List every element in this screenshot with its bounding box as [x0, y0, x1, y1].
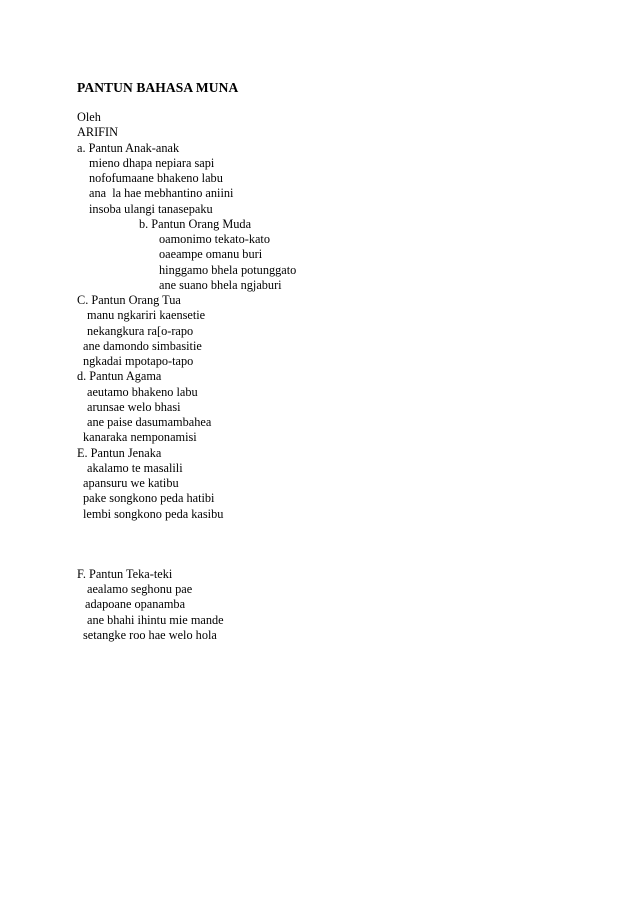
author-label: Oleh [77, 110, 101, 124]
blank-space [77, 522, 597, 567]
section-heading-anak-anak: a. Pantun Anak-anak [77, 140, 180, 155]
author-name: ARIFIN [77, 125, 118, 140]
verse-line: ane bhahi ihintu mie mande [87, 612, 224, 627]
verse-line: ana la hae mebhantino aniini [89, 186, 234, 201]
verse-line: lembi songkono peda kasibu [83, 506, 224, 521]
verse-line: aeutamo bhakeno labu [87, 384, 198, 399]
verse-line: ngkadai mpotapo-tapo [83, 354, 194, 368]
verse-line: nofofumaane bhakeno labu [89, 171, 223, 185]
verse-line: kanaraka nemponamisi [83, 430, 197, 445]
verse-line: akalamo te masalili [87, 460, 183, 475]
verse-line: ane damondo simbasitie [83, 338, 202, 353]
verse-line: setangke roo hae welo hola [83, 627, 217, 642]
section-heading-orang-tua: C. Pantun Orang Tua [77, 293, 181, 307]
verse-line: manu ngkariri kaensetie [87, 308, 206, 323]
verse-line: aealamo seghonu pae [87, 582, 193, 596]
document-title: PANTUN BAHASA MUNA [77, 80, 239, 95]
verse-line: oamonimo tekato-kato [159, 232, 270, 246]
section-heading-jenaka: E. Pantun Jenaka [77, 445, 162, 460]
verse-line: nekangkura ra[o-rapo [87, 323, 194, 338]
verse-line: oaeampe omanu buri [159, 247, 263, 262]
verse-line: adapoane opanamba [85, 597, 186, 612]
verse-line: mieno dhapa nepiara sapi [89, 155, 215, 170]
verse-line: apansuru we katibu [83, 476, 179, 490]
verse-line: ane suano bhela ngjaburi [159, 277, 282, 292]
verse-line: insoba ulangi tanasepaku [89, 201, 213, 216]
section-heading-orang-muda: b. Pantun Orang Muda [139, 216, 252, 231]
document-page [77, 80, 597, 643]
verse-line: pake songkono peda hatibi [83, 491, 215, 506]
verse-line: ane paise dasumambahea [87, 415, 212, 429]
verse-line: arunsae welo bhasi [87, 399, 181, 414]
section-heading-teka-teki: F. Pantun Teka-teki [77, 566, 173, 581]
verse-line: hinggamo bhela potunggato [159, 262, 297, 277]
section-heading-agama: d. Pantun Agama [77, 369, 162, 384]
